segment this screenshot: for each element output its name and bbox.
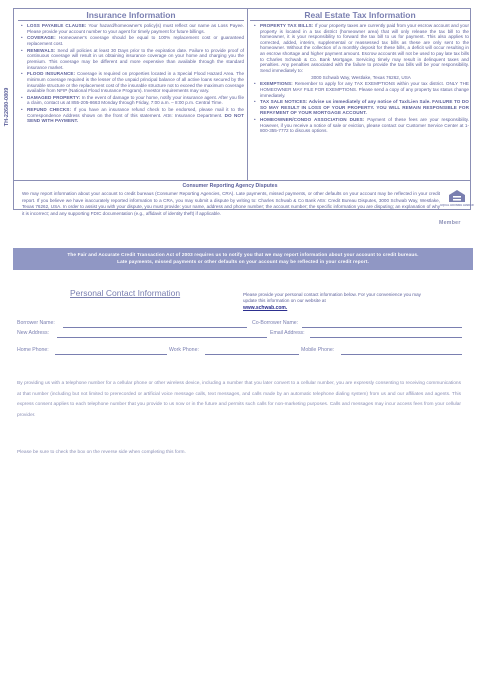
insurance-item <box>20 48 244 70</box>
tax-title: Real Estate Tax Information <box>304 10 416 20</box>
tax-item-text: Advise us immediately of any notice of Tax/Lien Sale. FAILURE TO DO SO MAY RESULT IN LOSS OF YOUR PROPERTY. YOU WILL REMAIN RESPONSIBLE FOR REPAYMENT OF YOUR MORTGAGE ACCOUNT. <box>260 99 469 116</box>
tax-item-head: HOMEOWNER/CONDO ASSOCIATION DUES: <box>260 117 365 123</box>
insurance-list <box>20 23 244 125</box>
personal-contact-note <box>243 292 433 311</box>
equal-housing-lender-logo <box>440 189 474 209</box>
home-phone-label: Home Phone: <box>17 347 49 353</box>
home-phone-line[interactable] <box>55 354 167 355</box>
fact-act-notice <box>13 248 473 270</box>
equal-housing-text: EQUAL HOUSING LENDER <box>440 204 474 207</box>
tax-item <box>253 23 469 73</box>
email-line[interactable] <box>310 337 462 338</box>
insurance-item <box>20 71 244 93</box>
email-field[interactable] <box>270 330 462 338</box>
insurance-item-head: FLOOD INSURANCE: <box>27 71 76 77</box>
cellular-consent-text: By providing us with a telephone number for a cellular phone or other wireless device, including a number that you later convert to a cellular number, you are expressly consenting to receiving communications at that number (including but not limited to prerecorded or artificial voice message calls, text messages, and calls made by an automatic telephone dialing system) from us and our affiliates and agents. This express consent applies to each telephone number that you provide to us now or in the future and permits such calls for non-marketing purposes. Calls and messages may incur access fees from your cellular provider. <box>17 381 461 418</box>
co-borrower-name-line[interactable] <box>302 327 462 328</box>
equal-housing-icon <box>440 189 474 209</box>
consumer-disputes-body: We may report information about your account to credit bureaus (Consumer Reporting Agencies, CRA). Late payments, missed payments, or other defaults on your account may be reflected in your credit report. If you believe we have inaccurately reported information to a CRA, you may submit a dispute by writing to: Charles Schwab & Co Bank Attn: Credit Bureau Disputes, 3000 Schwab Way, Westlake, Texas 76262, USA. In order to assist you with your dispute, you must provide: your name, address and phone number; the account number; the specific information you are disputing; an explanation of why it is incorrect; and any supporting FDIC documentation (e.g., affidavit of identity theft) if applicable. <box>22 191 440 216</box>
insurance-item-tail: DO NOT SEND WITH PAYMENT. <box>27 112 244 124</box>
schwab-website-link[interactable]: www.schwab.com. <box>243 304 288 311</box>
member-fdic-label: Member <box>439 220 461 226</box>
insurance-item-text: Homeowner's coverage should be equal to 100% replacement cost or guaranteed replacement cost. <box>27 35 244 46</box>
insurance-item-text: Your hazard/homeowner's policy(s) must reflect our name as Loss Payee. Please provide your account number to your agent for timely payment for future billings. <box>27 23 244 34</box>
tax-item-head: PROPERTY TAX BILLS: <box>260 23 314 28</box>
home-phone-field[interactable] <box>17 347 167 355</box>
insurance-item-head: DAMAGED PROPERTY: <box>27 94 81 100</box>
personal-contact-note-text: Please provide your personal contact information below. For your convenience you may update this information on our website at <box>243 292 421 304</box>
tax-item-head: EXEMPTIONS: <box>260 81 293 87</box>
mobile-phone-field[interactable] <box>301 347 462 355</box>
email-label: Email Address: <box>270 330 305 336</box>
column-divider <box>247 8 248 180</box>
tax-item-text: Remember to apply for any TAX EXEMPTIONS within your tax district. ONLY THE HOMEOWNER MAY FILE FOR EXEMPTIONS. Please send a copy of any property tax status change immediately. <box>260 81 469 98</box>
insurance-item-head: RENEWALS: <box>27 47 56 53</box>
work-phone-field[interactable] <box>169 347 299 355</box>
insurance-item <box>20 107 244 124</box>
insurance-title: Insurance Information <box>86 10 176 20</box>
tax-item <box>253 117 469 134</box>
co-borrower-name-field[interactable] <box>252 320 462 328</box>
fact-act-line-1: The Fair and Accurate Credit Transaction Act of 2003 requires us to notify you that we may report information about your account to credit bureaus. <box>67 252 419 257</box>
tax-mailing-address: 3000 Schwab Way, Westlake, Texas 76262, USA <box>311 74 411 80</box>
insurance-item-text: In the event of damage to your home, notify your insurance agent. After you file a claim, contact us at 855-205-8663 Monday through Friday, 7:00 a.m. – 8:00 p.m. Central Time. <box>27 94 245 106</box>
tax-item-text: If your property taxes are currently paid from your escrow account and your property is located in a tax district (homeowner area) that will only release the tax bill to the homeowner, it is your responsibility to forward the tax bill to us for payment. This also applies to corrected, added, interim, supplemental or reassessed tax bills as these are only sent to the homeowner. Without the collection of a monthly deposit for these bills, a deficit will occur resulting in an escrow shortage and higher payment amount. Escrow accounts will not be used to pay late tax bills to Charles Schwab & Co. Bank Mortgage. Servicing timely may result in delinquent taxes and penalties. Any penalties associated with the failure to provide the tax bills will be your responsibility. Send immediately to: <box>260 23 469 73</box>
side-code-text: TH-22680-0809 <box>4 87 10 127</box>
work-phone-label: Work Phone: <box>169 347 199 353</box>
insurance-item <box>20 35 244 46</box>
insurance-item-head: COVERAGE: <box>27 35 56 41</box>
tax-title-rule <box>250 20 470 21</box>
tax-item-head: TAX SALE NOTICES: <box>260 99 308 105</box>
mobile-phone-label: Mobile Phone: <box>301 347 335 353</box>
new-address-line[interactable] <box>57 337 267 338</box>
fact-act-line-2: Late payments, missed payments or other defaults on your account may be reflected in your credit report. <box>117 258 369 264</box>
new-address-label: New Address: <box>17 330 50 336</box>
section-divider <box>13 180 471 181</box>
personal-contact-title: Personal Contact Information <box>70 288 181 298</box>
insurance-item <box>20 23 244 34</box>
mobile-phone-line[interactable] <box>341 354 462 355</box>
tax-item <box>253 81 469 98</box>
co-borrower-name-label: Co-Borrower Name: <box>252 320 299 326</box>
tax-item <box>253 99 469 116</box>
work-phone-line[interactable] <box>205 354 299 355</box>
new-address-field[interactable] <box>17 330 267 338</box>
tax-item-text: Payment of these fees are your responsibility. However, if you receive a notice of sale or eviction, please contact our Customer Service Center at 1-800-355-7772 to discuss options. <box>260 117 469 134</box>
reverse-side-reminder: Please be sure to check the box on the reverse side when completing this form. <box>17 450 186 455</box>
side-code <box>1 70 11 150</box>
insurance-item-head: LOSS PAYABLE CLAUSE: <box>27 23 87 28</box>
insurance-item-head: REFUND CHECKS: <box>27 107 72 113</box>
consumer-disputes-title: Consumer Reporting Agency Disputes <box>182 183 278 189</box>
insurance-item-text: If you have an insurance refund check to be endorsed, please mail it to the Correspondence Address shown on the front of this statement. Attn: Insurance Department. <box>27 107 244 118</box>
insurance-title-rule <box>18 20 244 21</box>
borrower-name-field[interactable] <box>17 320 247 328</box>
insurance-item-text: Send all policies at least 30 Days prior to the expiration date. Failure to provide proof of continuous coverage will result in us obtaining insurance coverage on your home and charging you the premium. This coverage may be different and more expensive than available through the standard insurance market. <box>27 47 244 70</box>
insurance-item-text: Coverage is required on properties located in a Special Flood Hazard Area. The minimum coverage required is the lesser of the unpaid principal balance of all active loans secured by the insurable structure or the replacement cost of the insurable structure not to exceed the maximum coverage available from NFIP (National Flood Insurance Program). Investor requirements may vary. <box>27 71 245 94</box>
borrower-name-label: Borrower Name: <box>17 320 55 326</box>
borrower-name-line[interactable] <box>63 327 247 328</box>
insurance-item <box>20 95 244 106</box>
tax-list <box>253 23 469 135</box>
